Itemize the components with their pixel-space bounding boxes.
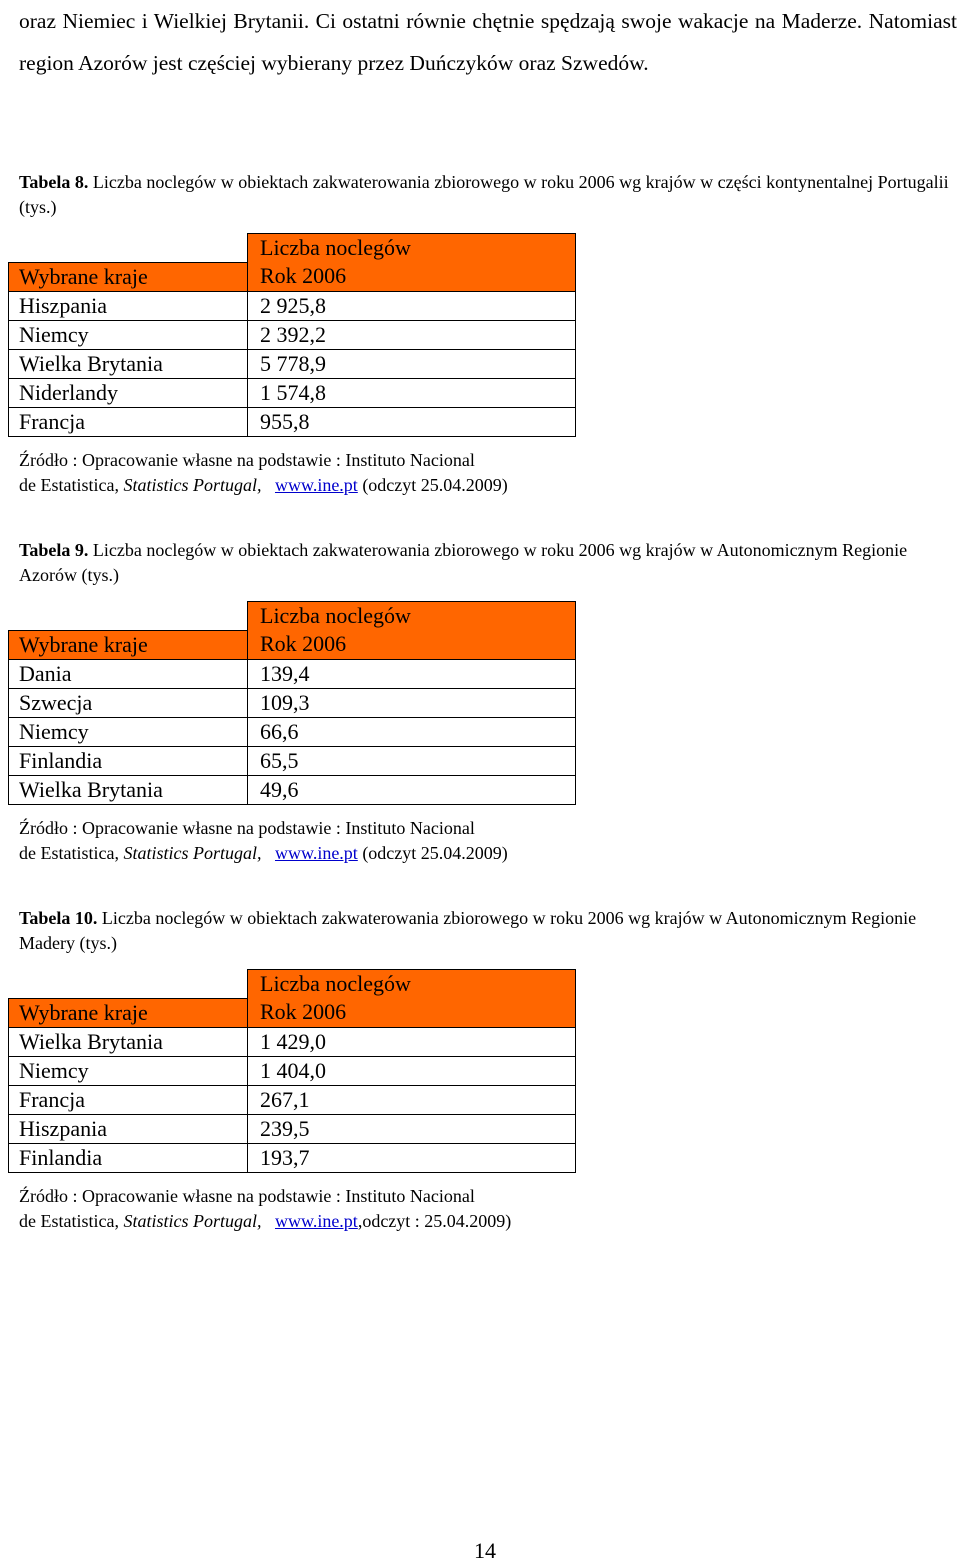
table-row	[9, 746, 576, 775]
table-10	[8, 969, 576, 1173]
table-row	[9, 1027, 576, 1056]
source-line	[19, 1209, 919, 1234]
header-blank-cell	[9, 970, 248, 999]
col-header-year: Rok 2006	[248, 998, 576, 1027]
cell-value: 1 574,8	[248, 378, 576, 407]
cell-value: 2 392,2	[248, 320, 576, 349]
table-10-caption-text: Liczba noclegów w obiektach zakwaterowania zbiorowego w roku 2006 wg krajów w Autonomicznym Regionie Madery (tys.)	[19, 908, 917, 953]
source-prefix: de Estatistica,	[19, 1211, 124, 1231]
cell-value: 1 404,0	[248, 1056, 576, 1085]
col-header-year: Rok 2006	[248, 630, 576, 659]
header-blank-cell	[9, 602, 248, 631]
cell-country: Francja	[9, 1085, 248, 1114]
source-italic: Statistics Portugal,	[123, 843, 262, 863]
table-8-label: Tabela 8.	[19, 172, 89, 192]
cell-country: Wielka Brytania	[9, 1027, 248, 1056]
table-header-row	[9, 998, 576, 1027]
cell-country: Niderlandy	[9, 378, 248, 407]
col-header-country: Wybrane kraje	[9, 262, 248, 291]
cell-value: 109,3	[248, 688, 576, 717]
page-number: 14	[474, 1538, 496, 1563]
col-header-country: Wybrane kraje	[9, 998, 248, 1027]
table-9-source	[19, 816, 919, 866]
table-row	[9, 407, 576, 436]
table-header-row	[9, 262, 576, 291]
table-9-caption	[19, 538, 949, 588]
table-row	[9, 775, 576, 804]
header-blank-cell	[9, 234, 248, 263]
source-prefix: de Estatistica,	[19, 843, 124, 863]
table-10-caption	[19, 906, 949, 956]
cell-country: Hiszpania	[9, 1114, 248, 1143]
table-9	[8, 601, 576, 805]
cell-country: Niemcy	[9, 717, 248, 746]
table-8-caption	[19, 170, 949, 220]
table-10-source	[19, 1184, 919, 1234]
table-row	[9, 349, 576, 378]
source-suffix: (odczyt 25.04.2009)	[357, 843, 508, 863]
source-line: Źródło : Opracowanie własne na podstawie : Instituto Nacional	[19, 450, 475, 470]
source-link[interactable]: www.ine.pt	[274, 475, 358, 495]
table-8-source	[19, 448, 919, 498]
cell-value: 65,5	[248, 746, 576, 775]
source-suffix: (odczyt 25.04.2009)	[357, 475, 508, 495]
cell-country: Szwecja	[9, 688, 248, 717]
header-group-cell: Liczba noclegów	[248, 970, 576, 999]
source-line	[19, 473, 919, 498]
table-8	[8, 233, 576, 437]
source-line: Źródło : Opracowanie własne na podstawie : Instituto Nacional	[19, 818, 475, 838]
source-line	[19, 841, 919, 866]
source-italic: Statistics Portugal,	[123, 475, 262, 495]
table-row	[9, 1143, 576, 1172]
cell-value: 139,4	[248, 659, 576, 688]
table-row	[9, 717, 576, 746]
cell-country: Finlandia	[9, 1143, 248, 1172]
cell-country: Finlandia	[9, 746, 248, 775]
table-row	[9, 688, 576, 717]
table-8-caption-text: Liczba noclegów w obiektach zakwaterowania zbiorowego w roku 2006 wg krajów w części kontynentalnej Portugalii (tys.)	[19, 172, 949, 217]
cell-country: Francja	[9, 407, 248, 436]
table-9-label: Tabela 9.	[19, 540, 89, 560]
table-row	[9, 1056, 576, 1085]
cell-country: Wielka Brytania	[9, 349, 248, 378]
cell-country: Wielka Brytania	[9, 775, 248, 804]
cell-value: 66,6	[248, 717, 576, 746]
table-9-caption-text: Liczba noclegów w obiektach zakwaterowania zbiorowego w roku 2006 wg krajów w Autonomicznym Regionie Azorów (tys.)	[19, 540, 908, 585]
cell-country: Hiszpania	[9, 291, 248, 320]
cell-value: 49,6	[248, 775, 576, 804]
cell-value: 193,7	[248, 1143, 576, 1172]
intro-paragraph: oraz Niemiec i Wielkiej Brytanii. Ci ostatni równie chętnie spędzają swoje wakacje na Maderze. Natomiast region Azorów jest częściej wybierany przez Duńczyków oraz Szwedów.	[19, 9, 957, 75]
table-row	[9, 378, 576, 407]
source-link[interactable]: www.ine.pt	[274, 1211, 358, 1231]
col-header-year: Rok 2006	[248, 262, 576, 291]
cell-value: 267,1	[248, 1085, 576, 1114]
header-group-cell: Liczba noclegów	[248, 602, 576, 631]
col-header-country: Wybrane kraje	[9, 630, 248, 659]
table-row	[9, 1085, 576, 1114]
table-row	[9, 320, 576, 349]
table-row	[9, 291, 576, 320]
source-suffix: ,odczyt : 25.04.2009)	[357, 1211, 512, 1231]
source-link[interactable]: www.ine.pt	[274, 843, 358, 863]
source-line: Źródło : Opracowanie własne na podstawie : Instituto Nacional	[19, 1186, 475, 1206]
cell-value: 239,5	[248, 1114, 576, 1143]
table-header-row	[9, 630, 576, 659]
cell-value: 5 778,9	[248, 349, 576, 378]
table-row	[9, 659, 576, 688]
source-prefix: de Estatistica,	[19, 475, 124, 495]
table-header-row	[9, 602, 576, 631]
table-header-row	[9, 970, 576, 999]
cell-country: Dania	[9, 659, 248, 688]
source-italic: Statistics Portugal,	[123, 1211, 262, 1231]
header-group-cell: Liczba noclegów	[248, 234, 576, 263]
cell-country: Niemcy	[9, 1056, 248, 1085]
table-10-label: Tabela 10.	[19, 908, 98, 928]
table-header-row	[9, 234, 576, 263]
cell-country: Niemcy	[9, 320, 248, 349]
table-row	[9, 1114, 576, 1143]
cell-value: 1 429,0	[248, 1027, 576, 1056]
cell-value: 955,8	[248, 407, 576, 436]
cell-value: 2 925,8	[248, 291, 576, 320]
